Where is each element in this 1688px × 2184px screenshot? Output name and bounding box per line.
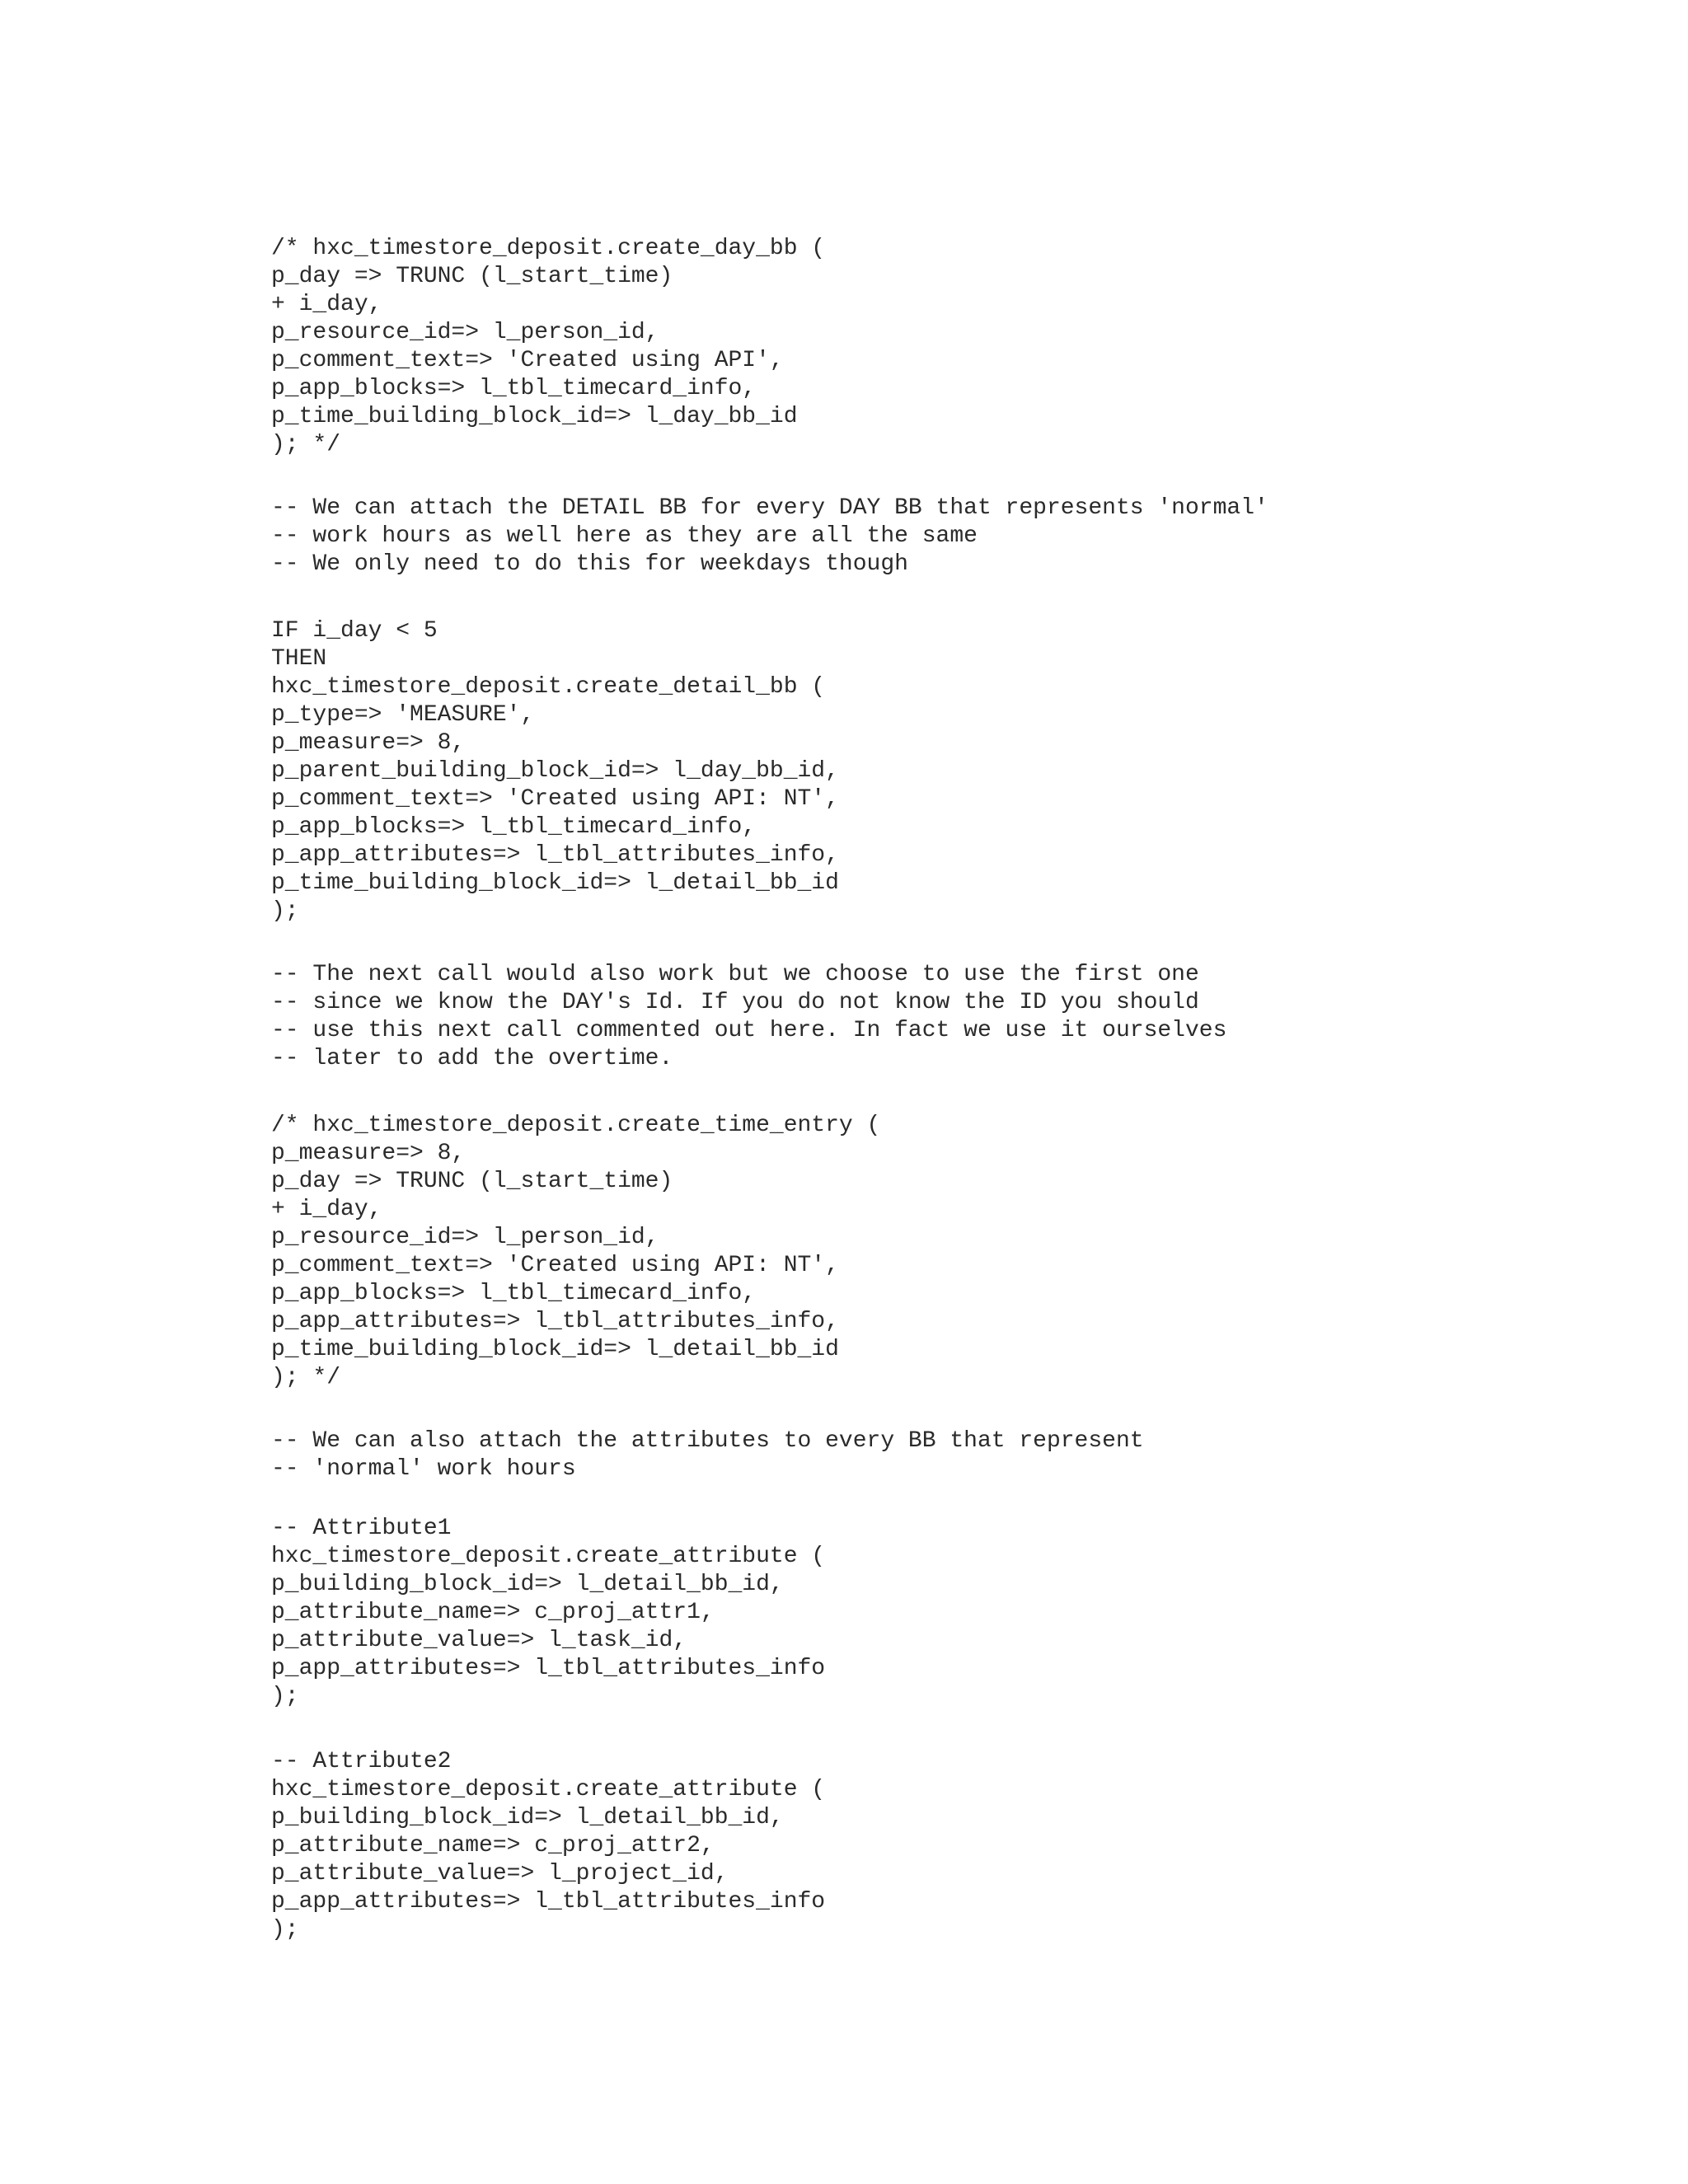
code-line: p_attribute_name=> c_proj_attr1, (271, 1600, 715, 1625)
code-line: THEN (271, 646, 327, 672)
code-line: p_parent_building_block_id=> l_day_bb_id, (271, 758, 839, 784)
code-line: IF i_day < 5 (271, 618, 438, 644)
code-line: p_app_attributes=> l_tbl_attributes_info (271, 1656, 826, 1681)
code-block-create-day-bb-comment (271, 235, 825, 459)
code-line: p_attribute_value=> l_project_id, (271, 1861, 729, 1886)
code-line: /* hxc_timestore_deposit.create_day_bb ( (271, 236, 826, 261)
code-line: -- Attribute2 (271, 1749, 452, 1774)
code-block-attributes-note (271, 1427, 1144, 1483)
code-line: ); (271, 1684, 299, 1709)
code-line: p_app_blocks=> l_tbl_timecard_info, (271, 376, 757, 401)
comment-line: -- We can also attach the attributes to every BB that represent (271, 1428, 1144, 1454)
code-line: + i_day, (271, 292, 382, 317)
code-block-attribute1-call (271, 1515, 825, 1711)
code-line: p_attribute_name=> c_proj_attr2, (271, 1833, 715, 1858)
code-line: + i_day, (271, 1197, 382, 1222)
comment-line: -- We only need to do this for weekdays though (271, 551, 908, 577)
code-line: p_time_building_block_id=> l_detail_bb_id (271, 870, 839, 896)
code-block-attribute2-call (271, 1748, 825, 1944)
code-line: p_resource_id=> l_person_id, (271, 1225, 659, 1250)
code-line: p_type=> 'MEASURE', (271, 702, 535, 728)
comment-line: -- use this next call commented out here. In fact we use it ourselves (271, 1018, 1227, 1043)
code-line: p_app_attributes=> l_tbl_attributes_info, (271, 1309, 839, 1334)
code-line: ); (271, 1917, 299, 1943)
code-line: hxc_timestore_deposit.create_attribute ( (271, 1544, 826, 1569)
comment-line: -- since we know the DAY's Id. If you do not know the ID you should (271, 990, 1199, 1015)
code-line: -- Attribute1 (271, 1516, 452, 1541)
code-line: p_resource_id=> l_person_id, (271, 320, 659, 345)
code-line: ); */ (271, 1365, 341, 1390)
comment-line: -- We can attach the DETAIL BB for every DAY BB that represents 'normal' (271, 495, 1268, 521)
code-line: ); (271, 898, 299, 924)
code-line: hxc_timestore_deposit.create_attribute ( (271, 1777, 826, 1802)
code-line: hxc_timestore_deposit.create_detail_bb ( (271, 674, 826, 700)
code-line: p_comment_text=> 'Created using API: NT', (271, 786, 839, 812)
code-block-detail-bb-note (271, 494, 1268, 579)
code-block-create-time-entry-comment (271, 1112, 880, 1392)
code-line: p_building_block_id=> l_detail_bb_id, (271, 1572, 784, 1597)
code-line: ); */ (271, 432, 341, 457)
code-line: p_app_blocks=> l_tbl_timecard_info, (271, 814, 757, 840)
code-line: /* hxc_timestore_deposit.create_time_entry ( (271, 1113, 881, 1138)
comment-line: -- later to add the overtime. (271, 1046, 673, 1071)
comment-line: -- The next call would also work but we choose to use the first one (271, 962, 1199, 987)
code-line: p_app_blocks=> l_tbl_timecard_info, (271, 1281, 757, 1306)
code-line: p_day => TRUNC (l_start_time) (271, 1169, 673, 1194)
comment-line: -- 'normal' work hours (271, 1456, 576, 1482)
code-line: p_time_building_block_id=> l_day_bb_id (271, 404, 798, 429)
code-line: p_measure=> 8, (271, 1141, 466, 1166)
code-block-create-detail-bb-call (271, 617, 839, 926)
code-line: p_building_block_id=> l_detail_bb_id, (271, 1805, 784, 1830)
code-line: p_measure=> 8, (271, 730, 466, 756)
code-line: p_comment_text=> 'Created using API: NT', (271, 1253, 839, 1278)
code-block-next-call-note (271, 961, 1226, 1073)
code-line: p_app_attributes=> l_tbl_attributes_info, (271, 842, 839, 868)
code-line: p_day => TRUNC (l_start_time) (271, 264, 673, 289)
code-line: p_app_attributes=> l_tbl_attributes_info (271, 1889, 826, 1915)
comment-line: -- work hours as well here as they are all the same (271, 523, 978, 549)
code-line: p_time_building_block_id=> l_detail_bb_id (271, 1337, 839, 1362)
code-line: p_attribute_value=> l_task_id, (271, 1628, 687, 1653)
code-line: p_comment_text=> 'Created using API', (271, 348, 784, 373)
